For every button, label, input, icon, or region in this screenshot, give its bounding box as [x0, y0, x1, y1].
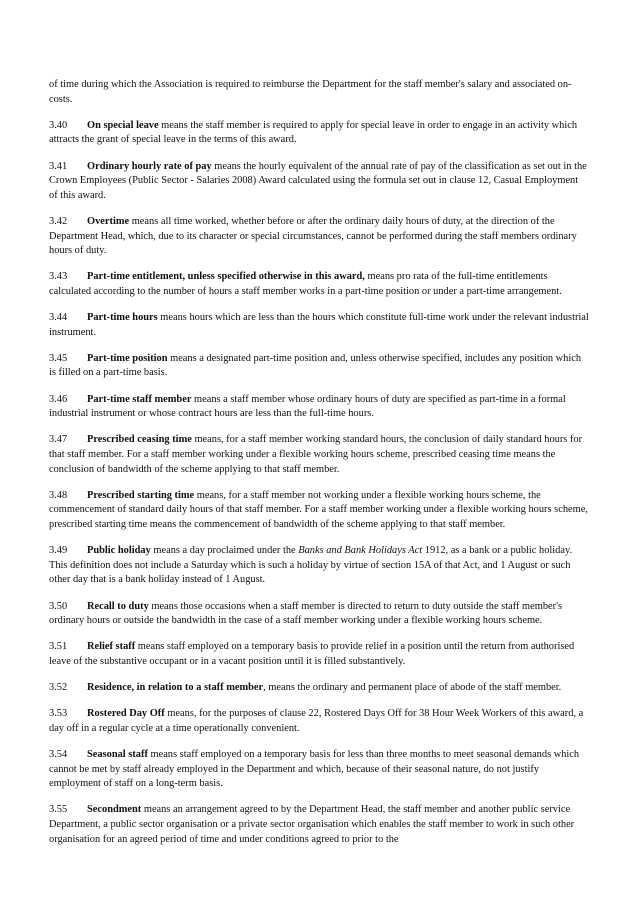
clause-text: means a staff member whose ordinary hours of duty are specified as part-time in a formal industrial instrument or whose contract hours are less than the full-time hours. [49, 393, 566, 420]
clause-number: 3.48 [49, 489, 68, 501]
clause-3-55 [49, 803, 589, 847]
clause-text: means staff employed on a temporary basis for less than three months to meet seasonal demands which cannot be met by staff already employed in the Department and which, because of their seasonal nature, do not justify employment of staff on a long-term basis. [49, 749, 580, 790]
clause-text: means, for a staff member working standard hours, the conclusion of daily standard hours for that staff member. For a staff member working under a flexible working hours scheme, prescribed ceasing time means the conclusion of bandwidth of the scheme applying to that staff member. [49, 434, 583, 475]
clause-3-44 [49, 311, 589, 340]
clause-term: Part-time staff member [87, 393, 192, 405]
clause-term: Ordinary hourly rate of pay [87, 160, 212, 172]
clause-term: Seasonal staff [87, 749, 148, 761]
clause-number: 3.40 [49, 119, 68, 131]
clause-text: means the staff member is required to apply for special leave in order to engage in an activity which attracts the grant of special leave in the terms of this award. [49, 119, 578, 146]
clause-term: Secondment [87, 804, 142, 816]
clause-term: Residence, in relation to a staff member [87, 682, 264, 694]
clause-number: 3.49 [49, 545, 68, 557]
clause-term: Overtime [87, 215, 130, 227]
document-page [49, 78, 589, 859]
clause-3-40 [49, 119, 589, 148]
clause-number: 3.45 [49, 352, 68, 364]
clause-3-47 [49, 433, 589, 477]
clause-text: means an arrangement agreed to by the Department Head, the staff member and another public service Department, a public sector organisation or a private sector organisation which enables the staff member to work in such other organisation for an agreed period of time and under conditions agreed to prior to the [49, 804, 575, 845]
clause-3-53 [49, 707, 589, 736]
clause-text: means staff employed on a temporary basis to provide relief in a position until the return from authorised leave of the substantive occupant or in a vacant position until it is filled substantively. [49, 641, 575, 667]
clause-number: 3.55 [49, 804, 68, 816]
clause-term: Rostered Day Off [87, 708, 165, 720]
clause-3-41 [49, 160, 589, 204]
clause-3-49 [49, 544, 589, 588]
clause-number: 3.54 [49, 749, 68, 761]
clause-number: 3.43 [49, 271, 68, 283]
clause-3-42 [49, 215, 589, 259]
clause-number: 3.51 [49, 641, 68, 653]
clause-term: Public holiday [87, 545, 151, 557]
clause-text: means the hourly equivalent of the annual rate of pay of the classification as set out in the Crown Employees (Public Sector - Salaries 2008) Award calculated using the formula set out in clause 12, Casual Employment of this award. [49, 160, 587, 201]
clause-text: means all time worked, whether before or after the ordinary daily hours of duty, at the direction of the Department Head, which, due to its character or special circumstances, cannot be performed during the staff members ordinary hours of duty. [49, 215, 577, 257]
clause-text: means, for a staff member not working under a flexible working hours scheme, the commencement of standard daily hours of that staff member. For a staff member working under a flexible working hours scheme, prescribed starting time means the commencement of bandwidth of the scheme applying to that staff member. [49, 489, 588, 530]
clause-3-46 [49, 393, 589, 422]
clause-number: 3.46 [49, 393, 68, 405]
clause-term: Prescribed ceasing time [87, 434, 192, 446]
clause-number: 3.42 [49, 215, 68, 227]
clause-text: 1912, as a bank or a public holiday. This definition does not include a Saturday which is such a holiday by virtue of section 15A of that Act, and 1 August or such other day that is a bank holiday instead of 1 August. [49, 545, 573, 586]
clause-term: Part-time position [87, 352, 168, 364]
clause-text: means hours which are less than the hours which constitute full-time work under the relevant industrial instrument. [49, 312, 589, 338]
act-title: Banks and Bank Holidays Act [298, 545, 423, 557]
clause-term: Recall to duty [87, 600, 149, 612]
clause-number: 3.50 [49, 600, 68, 612]
clause-number: 3.47 [49, 434, 68, 446]
clause-3-43 [49, 270, 589, 299]
clause-text: , means the ordinary and permanent place of abode of the staff member. [263, 682, 562, 694]
clause-3-51 [49, 640, 589, 669]
clause-number: 3.53 [49, 708, 68, 720]
clause-term: On special leave [87, 119, 159, 131]
clause-3-45 [49, 352, 589, 381]
clause-number: 3.44 [49, 312, 68, 324]
clause-3-52 [49, 681, 589, 696]
clause-3-54 [49, 748, 589, 792]
clause-text: means those occasions when a staff member is directed to return to duty outside the staff member's ordinary hours or outside the bandwidth in the case of a staff member working under a flexible working hours scheme. [49, 600, 563, 627]
clause-number: 3.52 [49, 682, 68, 694]
intro-paragraph: of time during which the Association is required to reimburse the Department for the staff member's salary and associated on-costs. [49, 79, 572, 105]
clause-text-before: means a day proclaimed under the [150, 545, 299, 557]
clause-text: means pro rata of the full-time entitlements calculated according to the number of hours a staff member works in a part-time position or under a part-time arrangement. [49, 271, 562, 297]
clause-number: 3.41 [49, 160, 68, 172]
clause-term: Relief staff [87, 641, 136, 653]
clause-term: Part-time hours [87, 312, 158, 324]
clause-3-48 [49, 489, 589, 533]
clause-text: means, for the purposes of clause 22, Rostered Days Off for 38 Hour Week Workers of this award, a day off in a regular cycle at a time operationally convenient. [49, 708, 584, 734]
clause-text: means a designated part-time position and, unless otherwise specified, includes any position which is filled on a part-time basis. [49, 352, 582, 379]
clause-3-50 [49, 600, 589, 629]
clause-term: Part-time entitlement, unless specified otherwise in this award, [87, 271, 365, 283]
clause-term: Prescribed starting time [87, 489, 195, 501]
